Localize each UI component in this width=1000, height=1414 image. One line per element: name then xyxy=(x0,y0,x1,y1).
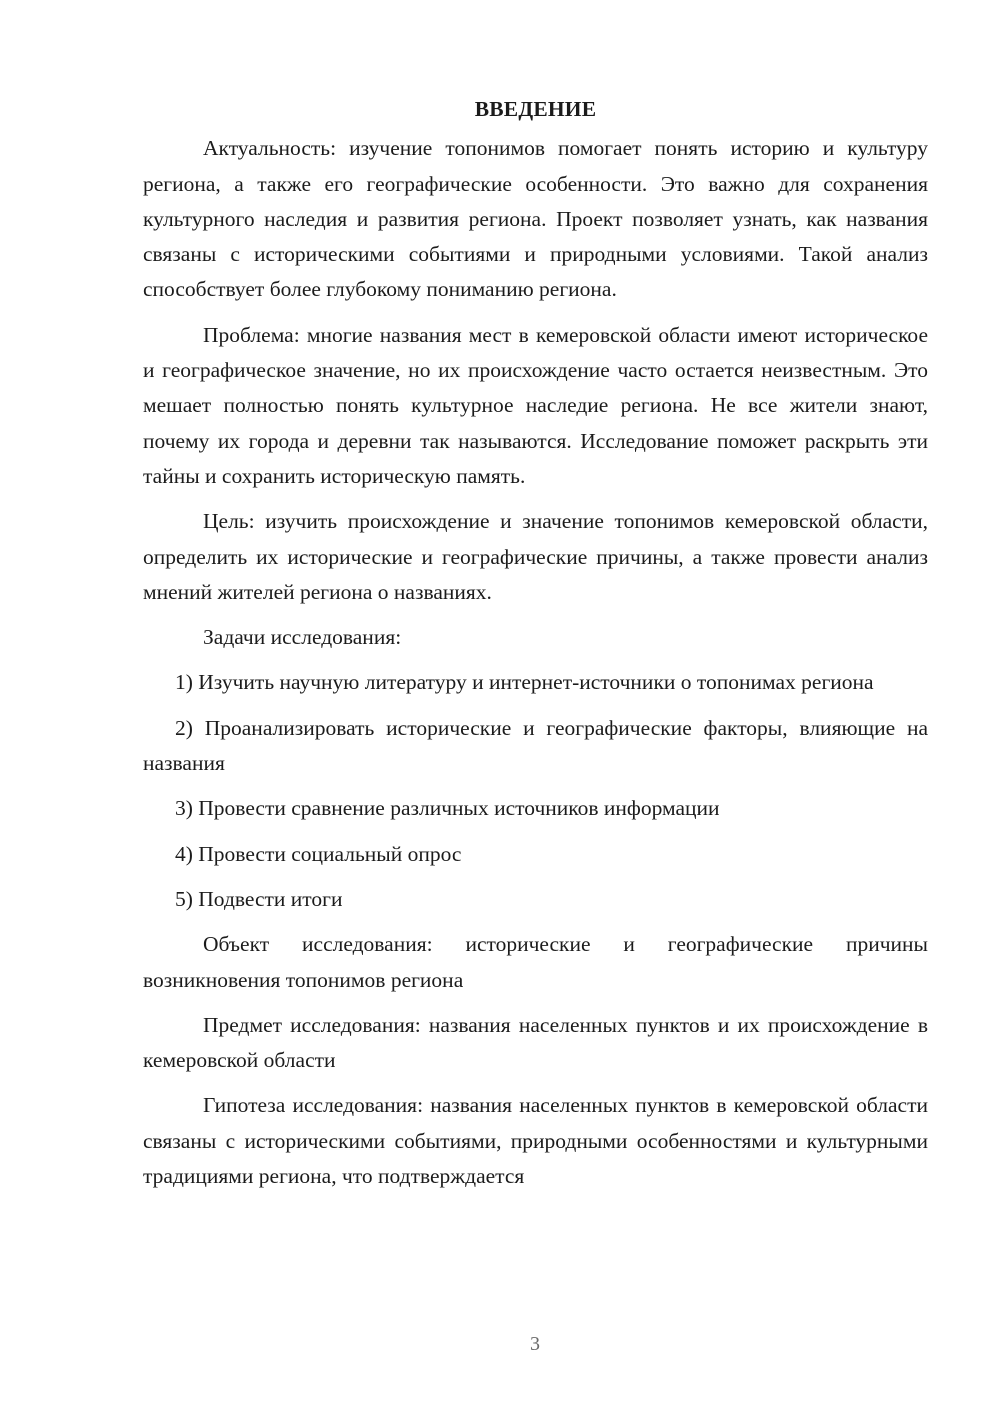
paragraph-goal: Цель: изучить происхождение и значение топонимов кемеровской области, определить их исторические и географические причины, а также провести анализ мнений жителей региона о названиях. xyxy=(143,509,928,604)
paragraph-tasks-heading: Задачи исследования: xyxy=(203,625,402,650)
paragraph-object: Объект исследования: исторические и географические причины возникновения топонимов региона xyxy=(143,932,928,992)
paragraph-relevance: Актуальность: изучение топонимов помогает понять историю и культуру региона, а также его географические особенности. Это важно для сохранения культурного наследия и развития региона. Проект позволяет узнать, как названия связаны с историческими событиями и природными условиями. Такой анализ способствует более глубокому пониманию региона. xyxy=(143,136,928,302)
task-item: 5) Подвести итоги xyxy=(175,886,343,911)
paragraph-problem: Проблема: многие названия мест в кемеровской области имеют историческое и географическое значение, но их происхождение часто остается неизвестным. Это мешает полностью понять культурное наследие региона. Не все жители знают, почему их города и деревни так называются. Исследование поможет раскрыть эти тайны и сохранить историческую память. xyxy=(143,322,928,488)
paragraph-subject: Предмет исследования: названия населенных пунктов и их происхождение в кемеровской области xyxy=(143,1012,928,1073)
task-item: 3) Провести сравнение различных источников информации xyxy=(175,796,720,821)
task-item: 1) Изучить научную литературу и интернет-источники о топонимах региона xyxy=(175,670,874,695)
page-title: ВВЕДЕНИЕ xyxy=(474,97,597,121)
task-item: 2) Проанализировать исторические и географические факторы, влияющие на названия xyxy=(143,715,928,776)
task-item: 4) Провести социальный опрос xyxy=(175,841,462,866)
page-number: 3 xyxy=(530,1333,540,1355)
paragraph-hypothesis: Гипотеза исследования: названия населенных пунктов в кемеровской области связаны с историческими событиями, природными особенностями и культурными традициями региона, что подтверждается xyxy=(143,1093,928,1189)
document-page xyxy=(143,92,928,1194)
